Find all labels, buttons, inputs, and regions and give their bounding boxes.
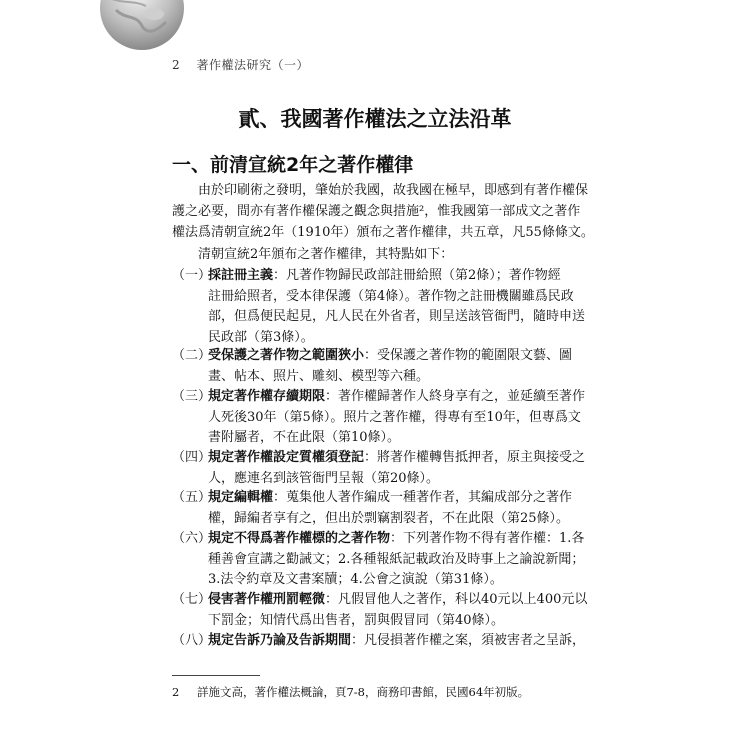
list-line: 註冊給照者，受本律保護（第4條）。著作物之註冊機關雖爲民政 bbox=[208, 288, 574, 304]
list-line: ：下列著作物不得有著作權：1.各 bbox=[390, 531, 585, 546]
list-term: 受保護之著作物之範圍狹小 bbox=[208, 348, 365, 363]
list-line: 權，歸編者享有之，但出於剽竊割裂者，不在此限（第25條）。 bbox=[208, 510, 570, 526]
list-term: 規定編輯權 bbox=[208, 490, 274, 505]
list-marker: （二） bbox=[172, 348, 212, 363]
list-term: 侵害著作權刑罰輕微 bbox=[208, 592, 326, 607]
list-line: ：凡侵損著作權之案，須被害者之呈訴， bbox=[351, 633, 586, 648]
paragraph-2: 清朝宣統2年頒布之著作權律，其特點如下： bbox=[198, 247, 454, 262]
list-term: 採註冊主義 bbox=[208, 268, 274, 283]
list-line: ：凡假冒他人之著作，科以40元以上400元以 bbox=[325, 592, 588, 607]
list-line: ：將著作權轉售抵押者，原主與接受之 bbox=[364, 450, 586, 465]
list-line: 人死後30年（第5條）。照片之著作權，得專有至10年，但專爲文 bbox=[208, 409, 581, 425]
chapter-title: 貳、我國著作權法之立法沿革 bbox=[238, 106, 512, 131]
paragraph-1-line-2: 護之必要，間亦有著作權保護之觀念與措施²，惟我國第一部成文之著作 bbox=[172, 204, 581, 219]
list-marker: （八） bbox=[172, 633, 212, 648]
list-marker: （六） bbox=[172, 531, 212, 546]
list-line: ：受保護之著作物的範圍限文藝、圖 bbox=[364, 348, 573, 363]
list-item-1 bbox=[172, 266, 602, 348]
paragraph-1-line-3: 權法爲清朝宣統2年（1910年）頒布之著作權律，共五章，凡55條條文。 bbox=[172, 225, 594, 240]
list-term: 規定告訴乃論及告訴期間 bbox=[208, 633, 352, 648]
list-marker: （三） bbox=[172, 389, 212, 404]
list-item-6 bbox=[172, 529, 602, 591]
footnote-divider bbox=[172, 675, 260, 676]
list-line: 下罰金；知情代爲出售者，罰與假冒同（第40條）。 bbox=[208, 612, 505, 628]
list-line: 民政部（第3條）。 bbox=[208, 329, 314, 345]
list-line: 人，應連名到該管衙門呈報（第20條）。 bbox=[208, 470, 440, 486]
list-item-4 bbox=[172, 448, 602, 489]
book-title: 著作權法研究（一） bbox=[196, 58, 309, 72]
paragraph-1-line-1: 由於印刷術之發明，肇始於我國，故我國在極早，即感到有著作權保 bbox=[198, 183, 589, 198]
page-number: 2 bbox=[172, 58, 181, 72]
list-marker: （四） bbox=[172, 450, 212, 465]
list-line: ：凡著作物歸民政部註冊給照（第2條）；著作物經 bbox=[273, 268, 561, 283]
list-line: ：著作權歸著作人終身享有之，並延續至著作 bbox=[325, 389, 586, 404]
list-line: 部，但爲便民起見，凡人民在外省者，則呈送該管衙門，隨時申送 bbox=[208, 309, 586, 324]
list-item-7 bbox=[172, 590, 602, 631]
list-marker: （一） bbox=[172, 268, 212, 283]
list-item-5 bbox=[172, 488, 602, 529]
list-item-8 bbox=[172, 631, 602, 652]
list-line: ：蒐集他人著作編成一種著作者，其編成部分之著作 bbox=[273, 490, 573, 505]
list-line: 種善會宣講之勸誡文；2.各種報紙記載政治及時事上之論說新聞； bbox=[208, 551, 585, 567]
list-term: 規定不得爲著作權標的之著作物 bbox=[208, 531, 391, 546]
running-head bbox=[172, 56, 309, 73]
list-item-3 bbox=[172, 387, 602, 449]
list-marker: （七） bbox=[172, 592, 212, 607]
section-title: 一、前清宣統2年之著作權律 bbox=[172, 154, 414, 176]
list-line: 3.法令約章及文書案牘；4.公會之演說（第31條）。 bbox=[208, 572, 503, 587]
list-term: 規定著作權存續期限 bbox=[208, 389, 326, 404]
list-term: 規定著作權設定質權須登記 bbox=[208, 450, 365, 465]
footnote-text: 詳施文高，著作權法概論，頁7-8，商務印書館，民國64年初版。 bbox=[196, 685, 530, 699]
list-line: 畫、帖本、照片、雕刻、模型等六種。 bbox=[208, 368, 430, 384]
list-item-2 bbox=[172, 346, 602, 387]
footnote bbox=[172, 684, 529, 700]
globe-decoration-image bbox=[96, 0, 186, 52]
list-marker: （五） bbox=[172, 490, 212, 505]
list-line: 書附屬者，不在此限（第10條）。 bbox=[208, 430, 401, 445]
footnote-number: 2 bbox=[172, 685, 180, 699]
